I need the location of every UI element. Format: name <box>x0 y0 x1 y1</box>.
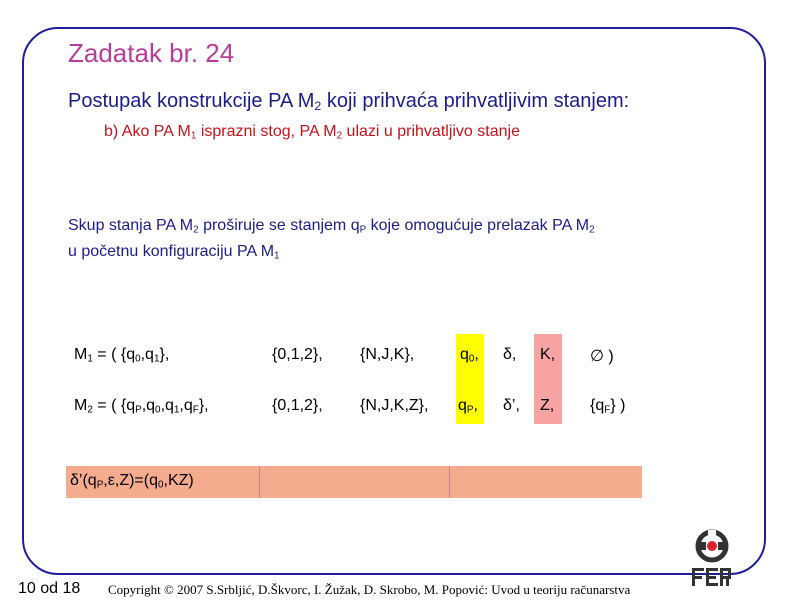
m2-states: $M_2$ = ( $\{q_P,q_0,q_1,q_F\}$, <box>74 397 209 416</box>
slide-title: Zadatak br. 24 <box>68 38 235 68</box>
fer-logo-icon <box>690 526 734 590</box>
m1-input-alphabet: {0,1,2}, <box>272 346 323 363</box>
condition-line: b) Ako PA $M_1$ isprazni stog, PA $M_2$ ulazi u prihvatljivo stanje <box>104 123 520 142</box>
m1-transition: δ, <box>503 346 517 363</box>
m2-final-states: $\{q_F\}$ ) <box>590 397 626 416</box>
m2-input-alphabet: {0,1,2}, <box>272 397 323 414</box>
m1-states: $M_1$ = ( $\{q_0,q_1\}$, <box>74 346 170 365</box>
m1-start-state: $q_0$, <box>460 346 479 365</box>
m2-start-state: $q_P$, <box>458 397 478 416</box>
transition-rule: $\delta’(q_P,\varepsilon,Z)=(q_0,KZ)$ <box>70 472 194 491</box>
m2-transition: δ’, <box>503 397 520 414</box>
page-number: 10 od 18 <box>18 580 81 597</box>
m1-final-states: ∅ ) <box>590 348 614 365</box>
rule-cell-divider <box>449 466 450 498</box>
rule-cell-divider <box>259 466 260 498</box>
explanation-paragraph: Skup stanja PA $M_2$ proširuje se stanjem $q_P$ koje omogućuje prelazak PA $M_2$ u početnu konfiguraciju PA $M_1$ <box>68 217 595 262</box>
m2-stack-alphabet: {N,J,K,Z}, <box>360 397 429 414</box>
intro-line: Postupak konstrukcije PA $M_2$ koji prihvaća prihvatljivim stanjem: <box>68 90 630 114</box>
copyright-notice: Copyright © 2007 S.Srbljić, D.Škvorc, I. Žužak, D. Skrobo, M. Popović: Uvod u teoriju računarstva <box>108 582 631 597</box>
m2-stack-bottom: Z, <box>540 397 555 414</box>
m1-stack-alphabet: {N,J,K}, <box>360 346 415 363</box>
m1-stack-bottom: K, <box>540 346 556 363</box>
